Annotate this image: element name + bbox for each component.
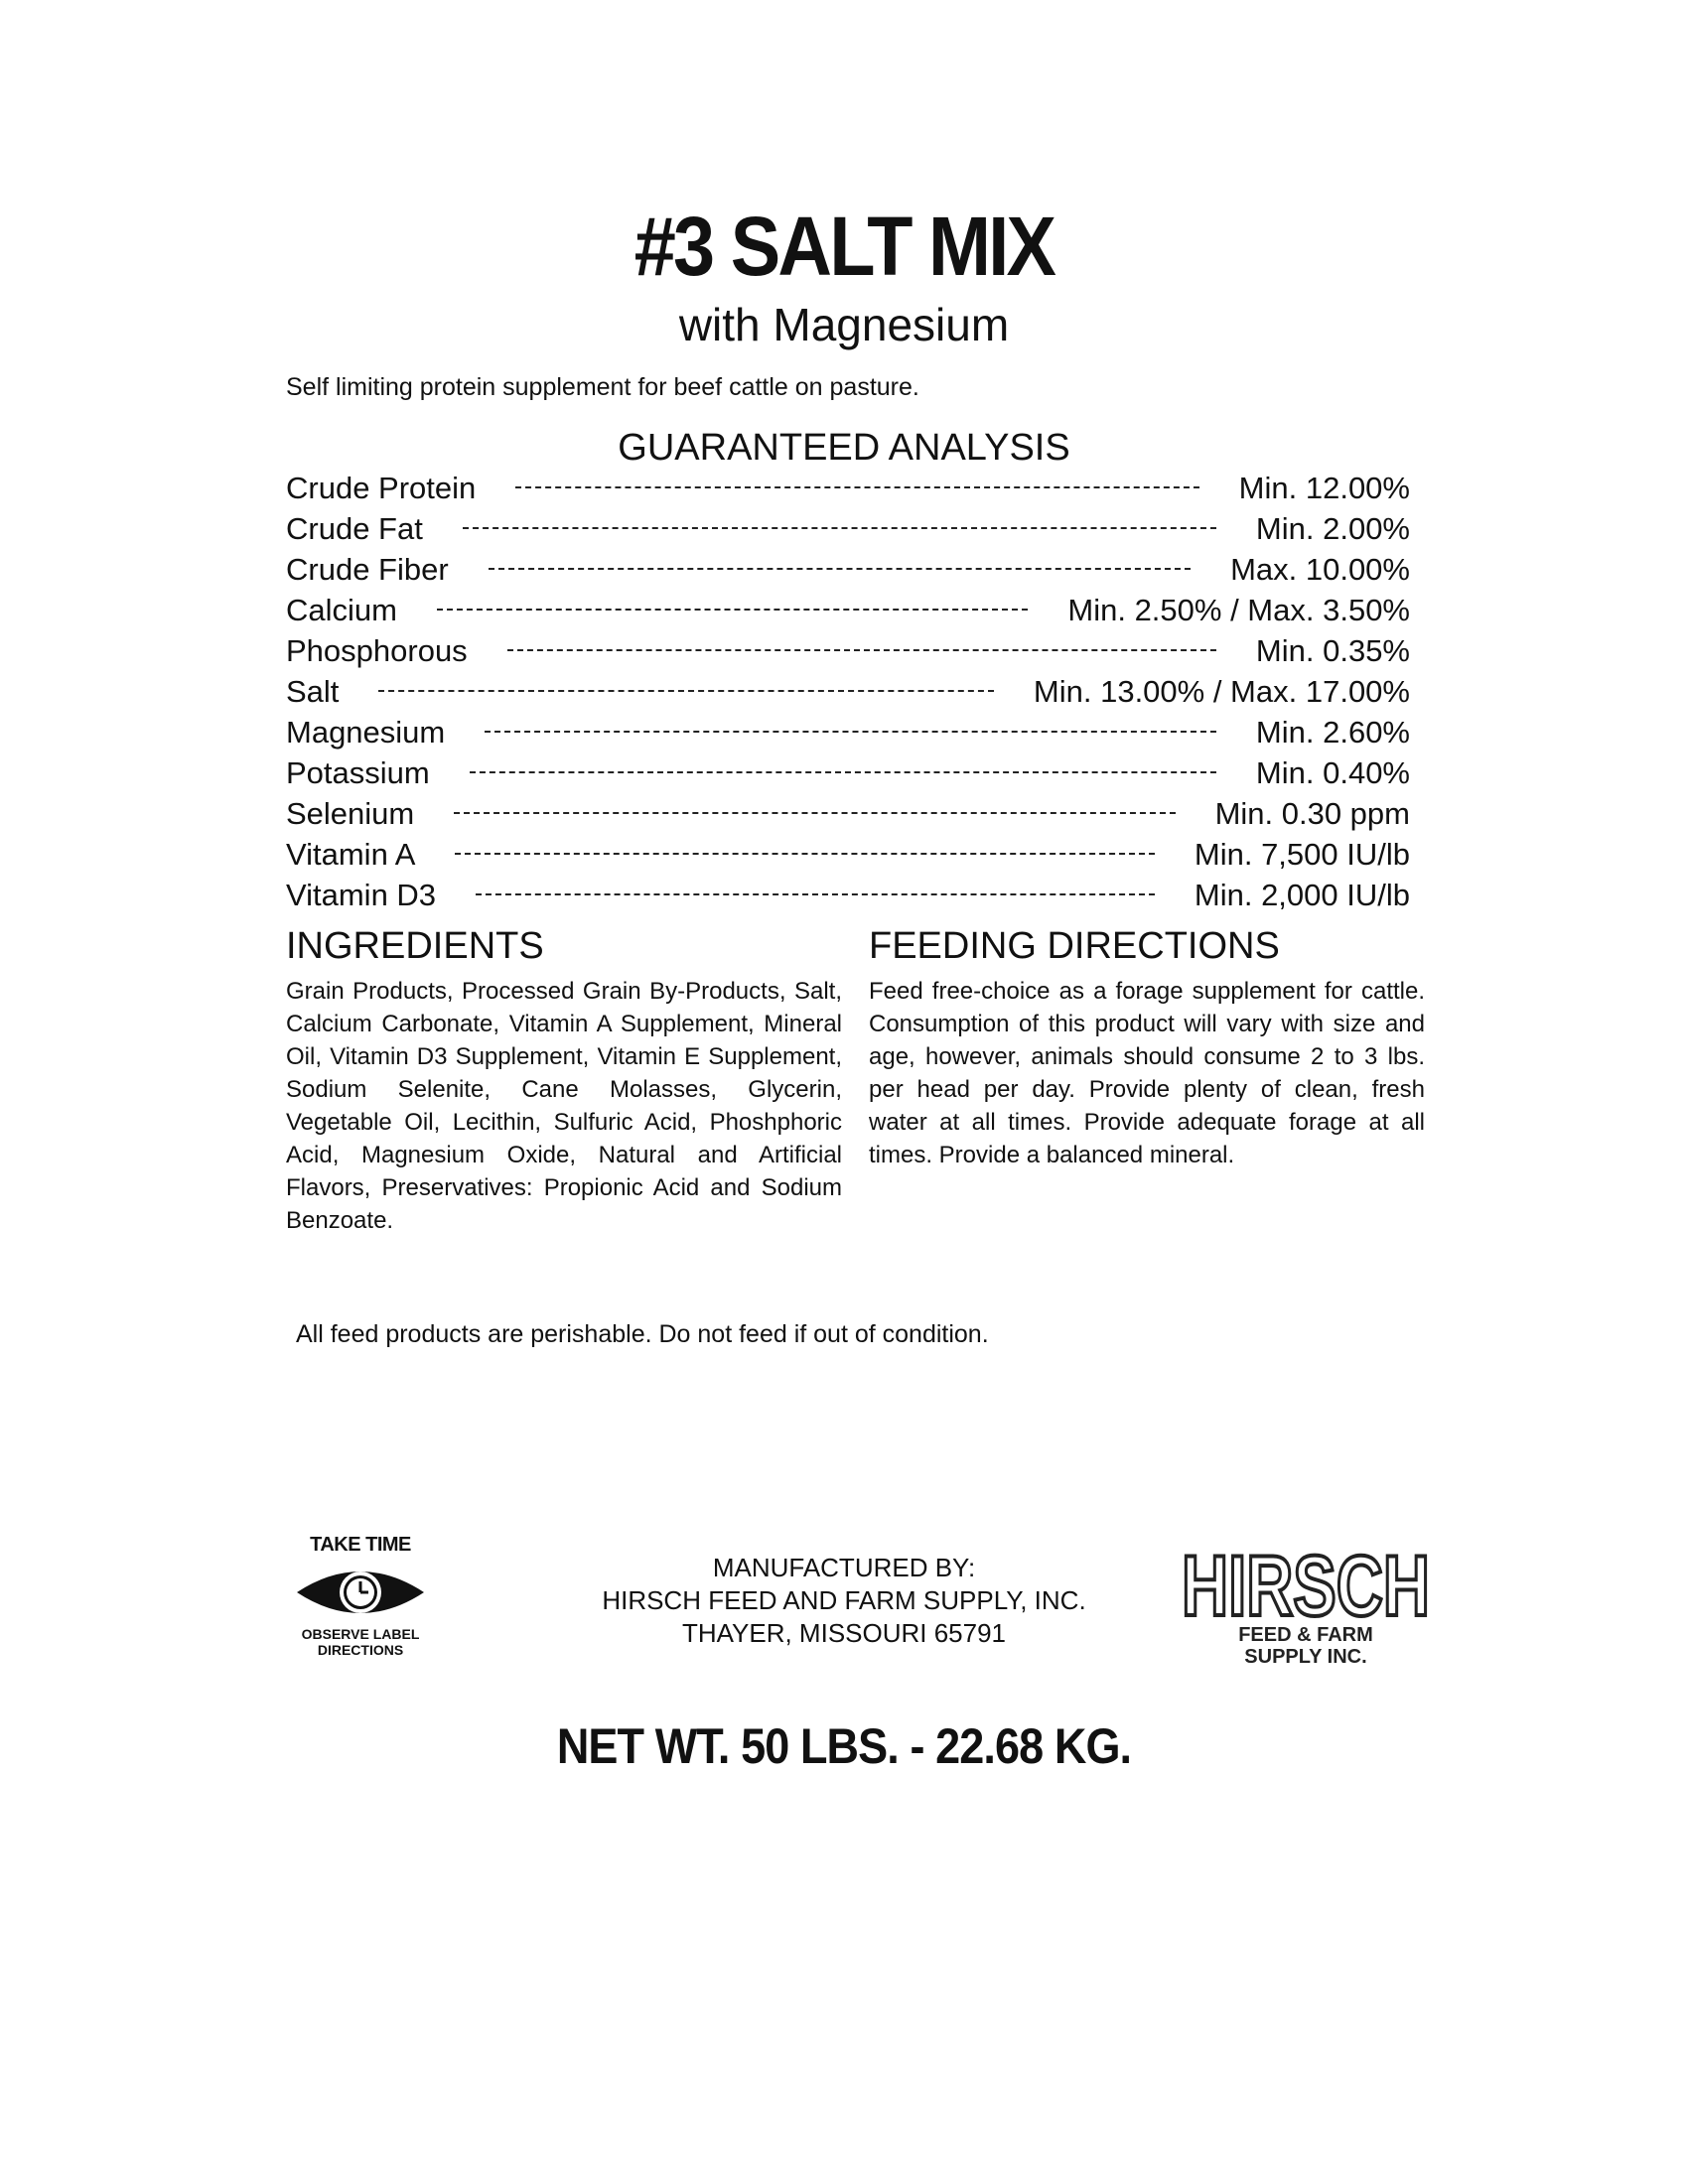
analysis-name: Potassium <box>286 755 430 790</box>
guaranteed-analysis-heading: GUARANTEED ANALYSIS <box>618 427 1070 469</box>
svg-text:FEED & FARM: FEED & FARM <box>1238 1624 1373 1646</box>
analysis-name: Vitamin A <box>286 837 416 872</box>
dotted-leader <box>515 486 1198 488</box>
product-title: #3 SALT MIX <box>633 200 1055 293</box>
analysis-row <box>286 715 1410 755</box>
manufactured-by-label: MANUFACTURED BY: <box>712 1553 976 1582</box>
manufacturer-name: HIRSCH FEED AND FARM SUPPLY, INC. <box>602 1585 1086 1615</box>
analysis-row <box>286 552 1410 593</box>
analysis-name: Crude Protein <box>286 471 477 505</box>
perishable-notice: All feed products are perishable. Do not feed if out of condition. <box>296 1320 989 1348</box>
manufacturer-block <box>0 1552 1688 1650</box>
analysis-name: Crude Fiber <box>286 552 449 587</box>
dotted-leader <box>476 893 1155 895</box>
product-tagline: Self limiting protein supplement for beef cattle on pasture. <box>286 373 919 401</box>
dotted-leader <box>454 812 1175 814</box>
ingredients-text: Grain Products, Processed Grain By-Products, Salt, Calcium Carbonate, Vitamin A Supplement, Mineral Oil, Vitamin D3 Supplement, Vitamin E Supplement, Sodium Selenite, Cane Molasses, Glycerin, Vegetable Oil, Lecithin, Sulfuric Acid, Phoshphoric Acid, Magnesium Oxide, Natural and Artificial Flavors, Preservatives: Propionic Acid and Sodium Benzoate. <box>286 978 842 1234</box>
analysis-value: Min. 2.60% <box>1255 715 1410 750</box>
analysis-row <box>286 471 1410 511</box>
analysis-row <box>286 755 1410 796</box>
ingredients-heading: INGREDIENTS <box>286 925 544 967</box>
dotted-leader <box>485 731 1216 733</box>
analysis-value: Min. 0.30 ppm <box>1214 796 1410 831</box>
dotted-leader <box>470 771 1216 773</box>
net-weight: NET WT. 50 LBS. - 22.68 KG. <box>556 1718 1132 1774</box>
analysis-value: Min. 12.00% <box>1238 471 1410 505</box>
analysis-row <box>286 878 1410 918</box>
analysis-value: Min. 0.35% <box>1255 633 1410 668</box>
feeding-directions-text: Feed free-choice as a forage supplement for cattle. Consumption of this product will vary with size and age, however, animals should consume 2 to 3 lbs. per head per day. Provide plenty of clean, fresh water at all times. Provide adequate forage at all times. Provide a balanced mineral. <box>869 978 1425 1168</box>
feeding-directions-heading: FEEDING DIRECTIONS <box>869 925 1280 967</box>
take-time-label: TAKE TIME <box>310 1534 411 1556</box>
analysis-value: Min. 13.00% / Max. 17.00% <box>1033 674 1410 709</box>
hirsch-logo <box>1177 1534 1435 1673</box>
analysis-row <box>286 511 1410 552</box>
analysis-row <box>286 674 1410 715</box>
analysis-name: Selenium <box>286 796 415 831</box>
directions-text: DIRECTIONS <box>317 1642 404 1658</box>
analysis-row <box>286 633 1410 674</box>
analysis-value: Max. 10.00% <box>1230 552 1410 587</box>
dotted-leader <box>378 690 993 692</box>
analysis-value: Min. 2.00% <box>1255 511 1410 546</box>
analysis-row <box>286 593 1410 633</box>
analysis-value: Min. 2,000 IU/lb <box>1194 878 1410 912</box>
svg-text:HIRSCH: HIRSCH <box>1182 1539 1430 1634</box>
analysis-name: Phosphorous <box>286 633 468 668</box>
analysis-name: Magnesium <box>286 715 446 750</box>
product-subtitle: with Magnesium <box>678 299 1010 350</box>
dotted-leader <box>507 649 1216 651</box>
dotted-leader <box>455 853 1155 855</box>
analysis-value: Min. 0.40% <box>1255 755 1410 790</box>
analysis-name: Calcium <box>286 593 397 627</box>
analysis-value: Min. 7,500 IU/lb <box>1194 837 1410 872</box>
manufacturer-address: THAYER, MISSOURI 65791 <box>681 1618 1007 1648</box>
observe-label-text: OBSERVE LABEL <box>301 1626 420 1642</box>
analysis-value: Min. 2.50% / Max. 3.50% <box>1067 593 1410 627</box>
dotted-leader <box>489 568 1191 570</box>
analysis-name: Crude Fat <box>286 511 423 546</box>
analysis-row <box>286 837 1410 878</box>
dotted-leader <box>463 527 1216 529</box>
svg-text:SUPPLY INC.: SUPPLY INC. <box>1244 1646 1367 1668</box>
analysis-name: Salt <box>286 674 340 709</box>
analysis-name: Vitamin D3 <box>286 878 437 912</box>
analysis-row <box>286 796 1410 837</box>
dotted-leader <box>437 609 1028 611</box>
guaranteed-analysis-table <box>286 471 1410 918</box>
